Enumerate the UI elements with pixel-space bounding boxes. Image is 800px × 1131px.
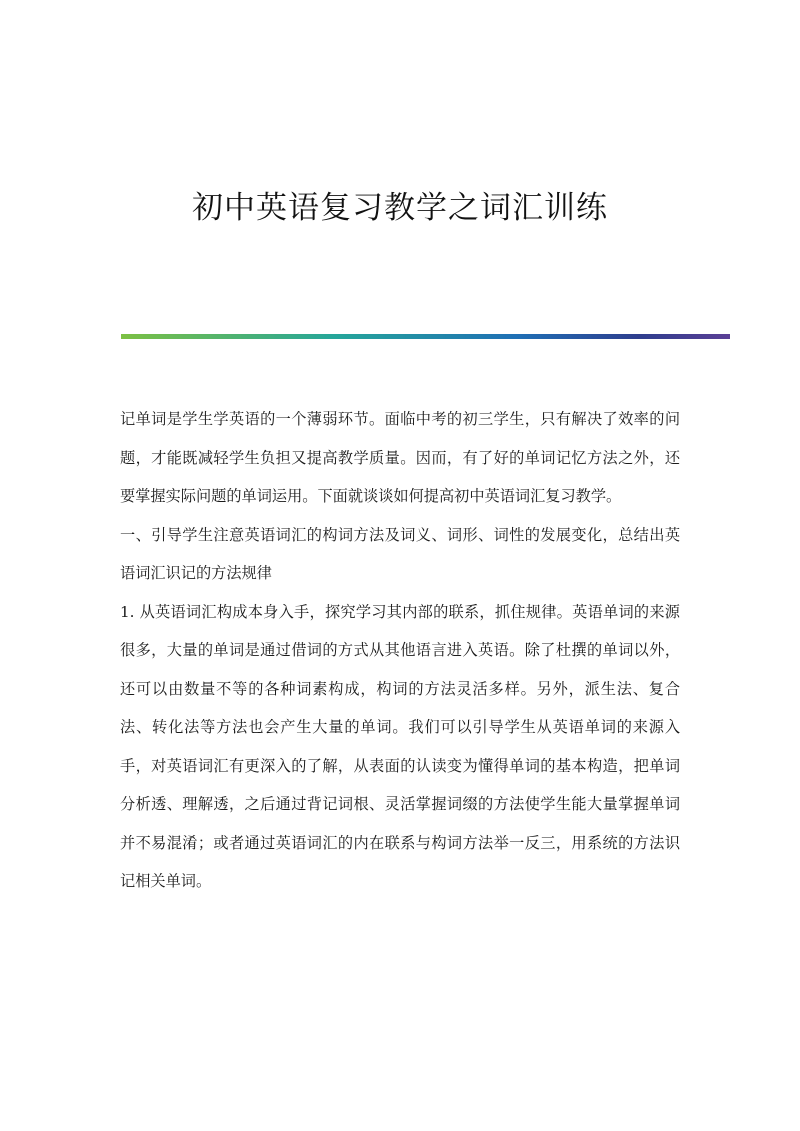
paragraph-intro: 记单词是学生学英语的一个薄弱环节。面临中考的初三学生，只有解决了效率的问题，才能既减轻学生负担又提高教学质量。因而，有了好的单词记忆方法之外，还要掌握实际问题的单词运用。下面就谈谈如何提高初中英语词汇复习教学。 (120, 410, 680, 505)
paragraph-point-1: 1. 从英语词汇构成本身入手，探究学习其内部的联系，抓住规律。英语单词的来源很多，大量的单词是通过借词的方式从其他语言进入英语。除了杜撰的单词以外，还可以由数量不等的各种词素构成，构词的方法灵活多样。另外，派生法、复合法、转化法等方法也会产生大量的单词。我们可以引导学生从英语单词的来源入手，对英语词汇有更深入的了解，从表面的认读变为懂得单词的基本构造，把单词分析透、理解透，之后通过背记词根、灵活掌握词缀的方法使学生能大量掌握单词并不易混淆；或者通过英语词汇的内在联系与构词方法举一反三，用系统的方法识记相关单词。 (120, 602, 680, 890)
title-divider (121, 334, 730, 339)
section-heading-1: 一、引导学生注意英语词汇的构词方法及词义、词形、词性的发展变化，总结出英语词汇识记的方法规律 (120, 525, 680, 582)
document-body (120, 400, 680, 901)
document-title: 初中英语复习教学之词汇训练 (192, 190, 608, 226)
